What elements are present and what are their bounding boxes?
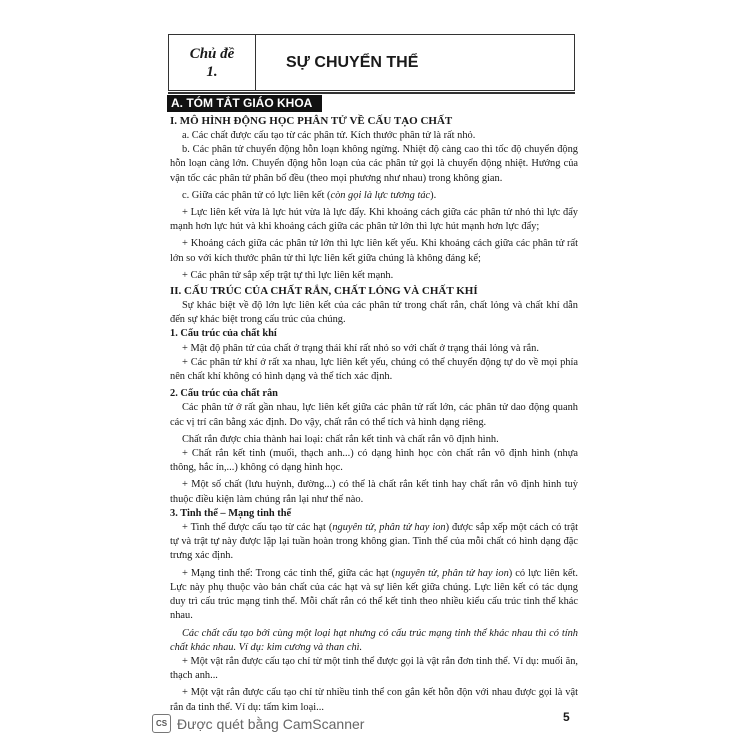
heading-part2: II. CẤU TRÚC CỦA CHẤT RẮN, CHẤT LỎNG VÀ CHẤT KHÍ [170, 285, 478, 298]
paragraph-crystal2 [170, 567, 578, 624]
paragraph-gas2: + Các phân tử khí ở rất xa nhau, lực liên kết yếu, chúng có thể chuyển động tự do về mọi phía nên chất khí không có hình dạng và thể tích xác định. [170, 356, 578, 383]
camscanner-text: Được quét bằng CamScanner [177, 715, 365, 732]
paragraph-1b: b. Các phân tử chuyển động hỗn loạn không ngừng. Nhiệt độ càng cao thì tốc độ chuyển động hỗn loạn càng lớn. Chuyển động hỗn loạn của các phân tử gọi là chuyển động nhiệt. Hướng của vận tốc các phân tử phân bố đều (theo mọi phương như nhau) trong không gian. [170, 144, 578, 184]
paragraph-2-intro: Sự khác biệt về độ lớn lực liên kết của các phân tử trong chất rắn, chất lỏng và chất khí dẫn đến sự khác biệt trong cấu trúc của chúng. [170, 300, 578, 326]
paragraph-crystal5: + Một vật rắn được cấu tạo chỉ từ nhiều tinh thể con gắn kết hỗn độn với nhau được gọi là vật rắn đa tinh thể. Ví dụ: tấm kim loại... [170, 687, 578, 713]
text-c2b: ) có lực liên kết. Lực này phụ thuộc vào bản chất của các hạt và sự liên kết giữa chúng. Lực liên kết có tác dụng duy trì cấu trúc mạng tinh thể. Mỗi chất rắn có thể kết tinh theo nhiều kiểu cấu trúc tinh thể khác nhau. [170, 567, 578, 622]
camscanner-watermark [152, 714, 364, 733]
paragraph-1-p3: + Các phân tử sắp xếp trật tự thì lực liên kết mạnh. [182, 269, 394, 281]
chapter-title: SỰ CHUYỂN THỂ [286, 53, 419, 71]
text-c1-italic: nguyên tử, phân tử hay ion [332, 522, 446, 534]
paragraph-solid3: + Chất rắn kết tinh (muối, thạch anh...) có dạng hình học còn chất rắn vô định hình (nhựa thông, hắc ín,...) không có dạng hình học. [170, 448, 578, 474]
text-c1b: ) được sắp xếp một cách có trật tự và trật tự này được lặp lại tuần hoàn trong không gian. Tinh thể của mỗi chất có hình dạng đặc trưng xác định. [170, 522, 579, 562]
paragraph-crystal4: + Một vật rắn được cấu tạo chỉ từ một tinh thể được gọi là vật rắn đơn tinh thể. Ví dụ: muối ăn, thạch anh... [170, 655, 578, 682]
paragraph-gas1: + Mật độ phân tử của chất ở trạng thái khí rất nhỏ so với chất ở trạng thái lỏng và rắn. [182, 342, 539, 354]
heading-part1: I. MÔ HÌNH ĐỘNG HỌC PHÂN TỬ VỀ CẤU TẠO CHẤT [170, 115, 453, 127]
camscanner-icon: CS [152, 714, 171, 733]
paragraph-crystal1 [170, 521, 578, 564]
header-rule [168, 92, 575, 94]
main-content [170, 113, 578, 715]
chapter-label-box [169, 35, 256, 90]
chapter-number: 1. [206, 63, 218, 80]
paragraph-1-p2: + Khoảng cách giữa các phân tử lớn thì lực liên kết yếu. Khi khoảng cách giữa các phân tử rất lớn so với kích thước phân tử thì lực liên kết giữa chúng là không đáng kể; [170, 238, 578, 264]
text-1c-end: ). [430, 189, 437, 201]
paragraph-solid2: Chất rắn được chia thành hai loại: chất rắn kết tinh và chất rắn vô định hình. [182, 433, 499, 445]
chapter-header [168, 34, 575, 91]
text-c1a: + Tinh thể được cấu tạo từ các hạt ( [182, 522, 333, 534]
text-c2a: + Mạng tinh thể: Trong các tinh thể, giữa các hạt ( [182, 567, 396, 579]
heading-gas: 1. Cấu trúc của chất khí [170, 328, 277, 340]
heading-crystal: 3. Tinh thể – Mạng tinh thể [170, 507, 292, 519]
section-banner: A. TÓM TẮT GIÁO KHOA [167, 95, 322, 112]
text-1c: c. Giữa các phân tử có lực liên kết ( [182, 189, 331, 201]
text-1c-italic: còn gọi là lực tương tác [330, 189, 431, 201]
paragraph-crystal3: Các chất cấu tạo bởi cùng một loại hạt nhưng có cấu trúc mạng tinh thể khác nhau thì có tính chất khác nhau. Ví dụ: kim cương và than chì. [170, 627, 578, 653]
paragraph-1-p1: + Lực liên kết vừa là lực hút vừa là lực đẩy. Khi khoảng cách giữa các phân tử nhỏ thì lực đẩy mạnh hơn lực hút và khi khoảng cách giữa các phân tử lớn thì lực hút mạnh hơn lực đẩy; [170, 207, 578, 233]
paragraph-solid4: + Một số chất (lưu huỳnh, đường...) có thể là chất rắn kết tinh hay chất rắn vô định hình tuỳ thuộc điều kiện làm chúng rắn lại như thế nào. [170, 479, 578, 505]
paragraph-solid1: Các phân tử ở rất gần nhau, lực liên kết giữa các phân tử rất lớn, các phân tử dao động quanh các vị trí cân bằng xác định. Do vậy, chất rắn có thể tích và hình dạng riêng. [170, 402, 578, 428]
paragraph-1c [170, 189, 578, 203]
page-number: 5 [563, 710, 570, 724]
chapter-label: Chủ đề [189, 45, 235, 62]
text-c2-italic: nguyên tử, phân tử hay ion [395, 567, 509, 579]
paragraph-1a: a. Các chất được cấu tạo từ các phân tử. Kích thước phân tử là rất nhỏ. [182, 130, 476, 141]
heading-solid: 2. Cấu trúc của chất rắn [170, 388, 278, 400]
